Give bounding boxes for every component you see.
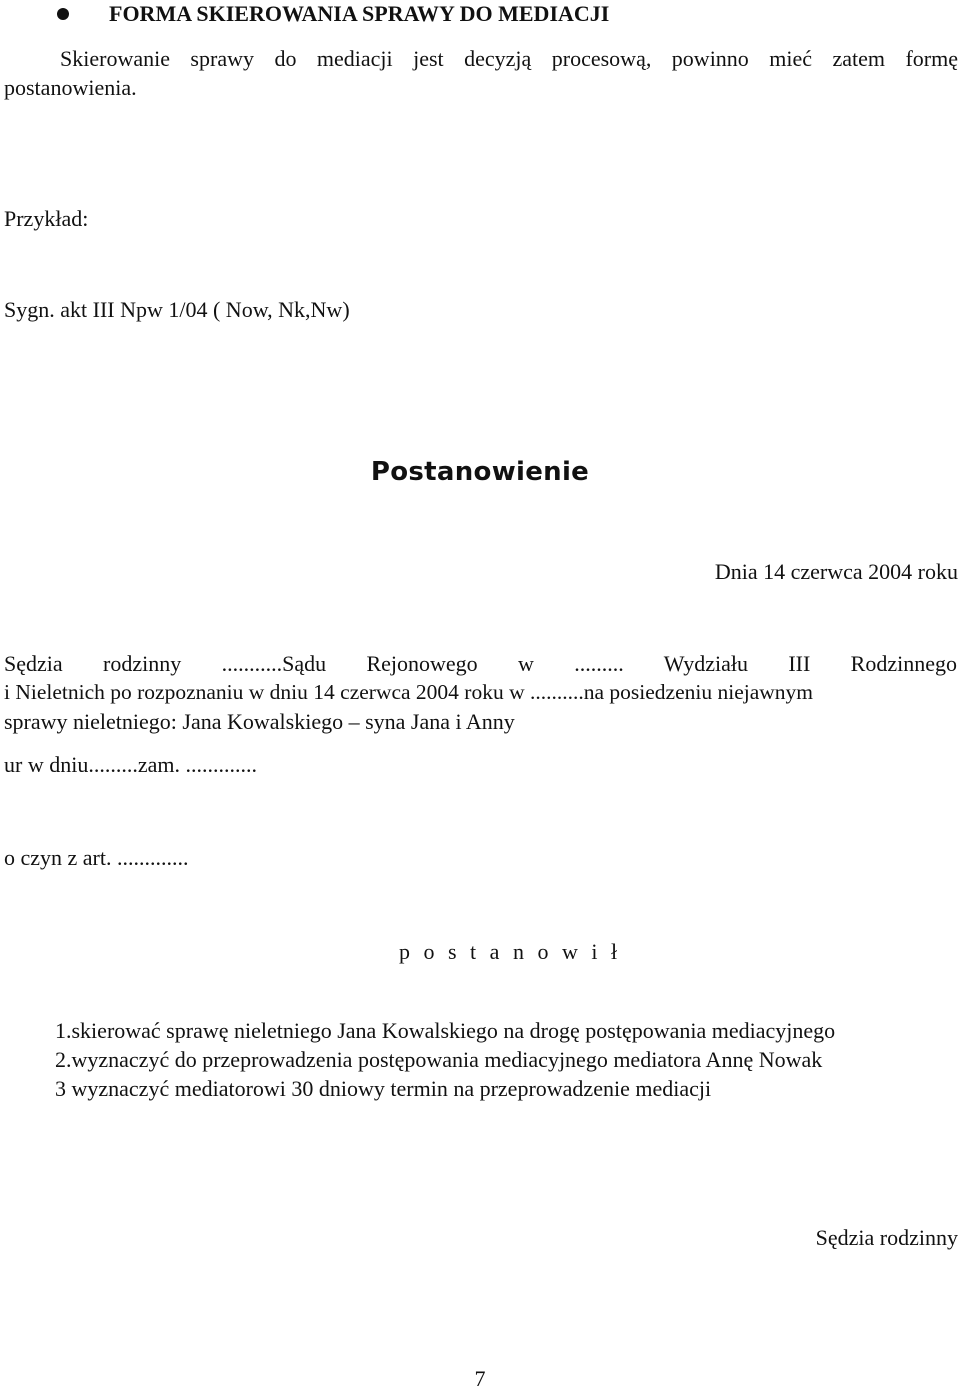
case-number: Sygn. akt III Npw 1/04 ( Now, Nk,Nw) [4, 297, 350, 322]
offense-line: o czyn z art. ............. [4, 845, 189, 870]
ruling-body-line-1: Sędzia rodzinny ...........Sądu Rejonowego w ......... Wydziału III Rodzinnego [4, 651, 957, 676]
bullet-icon [57, 8, 69, 20]
page-number: 7 [474, 1366, 486, 1391]
intro-line-1: Skierowanie sprawy do mediacji jest decyzją procesową, powinno mieć zatem formę [60, 46, 958, 71]
example-label: Przykład: [4, 206, 89, 231]
signature: Sędzia rodzinny [815, 1225, 958, 1250]
ruling-item-1: 1.skierować sprawę nieletniego Jana Kowalskiego na drogę postępowania mediacyjnego [55, 1018, 836, 1043]
ruling-item-3: 3 wyznaczyć mediatorowi 30 dniowy termin na przeprowadzenie mediacji [55, 1076, 712, 1101]
decided-label: p o s t a n o w i ł [399, 939, 622, 964]
ruling-date: Dnia 14 czerwca 2004 roku [714, 559, 958, 584]
ruling-title: Postanowienie [370, 457, 590, 487]
ruling-item-2: 2.wyznaczyć do przeprowadzenia postępowania mediacyjnego mediatora Annę Nowak [55, 1047, 823, 1072]
intro-line-2: postanowienia. [4, 75, 137, 100]
ruling-body-line-2: i Nieletnich po rozpoznaniu w dniu 14 czerwca 2004 roku w ..........na posiedzeniu niejawnym [4, 680, 814, 704]
ruling-body-line-3: sprawy nieletniego: Jana Kowalskiego – syna Jana i Anny [4, 709, 515, 734]
birth-line: ur w dniu.........zam. ............. [4, 752, 257, 777]
section-heading: FORMA SKIEROWANIA SPRAWY DO MEDIACJI [109, 1, 610, 26]
